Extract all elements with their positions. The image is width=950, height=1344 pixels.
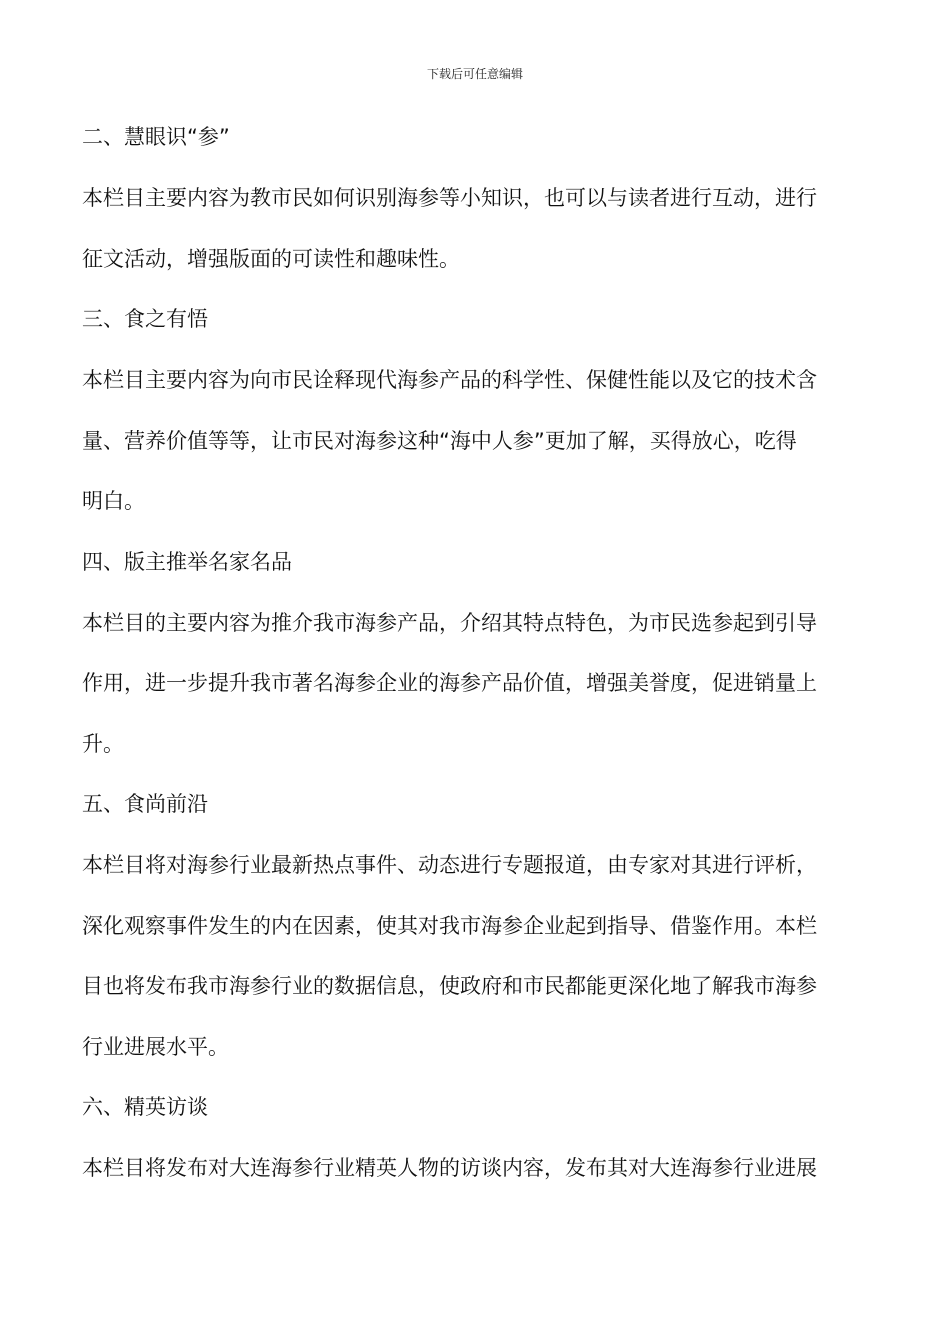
- section-jingying: [82, 1092, 872, 1199]
- paragraph-line: 本栏目将对海参行业最新热点事件、动态进行专题报道，由专家对其进行评析，: [82, 853, 817, 877]
- paragraph-line: 本栏目将发布对大连海参行业精英人物的访谈内容，发布其对大连海参行业进展: [82, 1156, 817, 1180]
- paragraph-line: 本栏目主要内容为教市民如何识别海参等小知识，也可以与读者进行互动，进行: [82, 186, 817, 210]
- section-paragraph: [82, 1138, 872, 1199]
- section-heading: 三、食之有悟: [82, 307, 208, 331]
- section-heading: 六、精英访谈: [82, 1095, 208, 1119]
- paragraph-line: 行业进展水平。: [82, 1034, 229, 1059]
- section-huiyan: [82, 122, 872, 304]
- section-paragraph: [82, 835, 872, 1077]
- section-banzhu: [82, 547, 872, 790]
- section-heading: 四、版主推举名家名品: [82, 549, 292, 574]
- paragraph-line: 目也将发布我市海参行业的数据信息，使政府和市民都能更深化地了解我市海参: [82, 974, 817, 998]
- paragraph-line: 深化观察事件发生的内在因素，使其对我市海参企业起到指导、借鉴作用。本栏: [82, 913, 817, 938]
- paragraph-line: 量、营养价值等等，让市民对海参这种“海中人参”更加了解，买得放心，吃得: [82, 428, 797, 453]
- paragraph-line: 征文活动，增强版面的可读性和趣味性。: [82, 246, 460, 271]
- section-shishang: [82, 789, 872, 1092]
- paragraph-line: 明白。: [82, 489, 145, 513]
- section-paragraph: [82, 168, 872, 289]
- paragraph-line: 本栏目的主要内容为推介我市海参产品，介绍其特点特色，为市民选参起到引导: [82, 610, 817, 635]
- section-paragraph: [82, 593, 872, 775]
- paragraph-line: 本栏目主要内容为向市民诠释现代海参产品的科学性、保健性能以及它的技术含: [82, 368, 817, 392]
- header-note: 下载后可任意编辑: [426, 67, 523, 81]
- paragraph-line: 作用，进一步提升我市著名海参企业的海参产品价值，增强美誉度，促进销量上: [82, 671, 817, 695]
- section-paragraph: [82, 350, 872, 532]
- section-heading: 二、慧眼识“参”: [82, 125, 230, 149]
- paragraph-line: 升。: [82, 731, 124, 756]
- section-heading: 五、食尚前沿: [82, 792, 208, 816]
- section-shizhiyouwu: [82, 304, 872, 547]
- document-body: [82, 122, 872, 1199]
